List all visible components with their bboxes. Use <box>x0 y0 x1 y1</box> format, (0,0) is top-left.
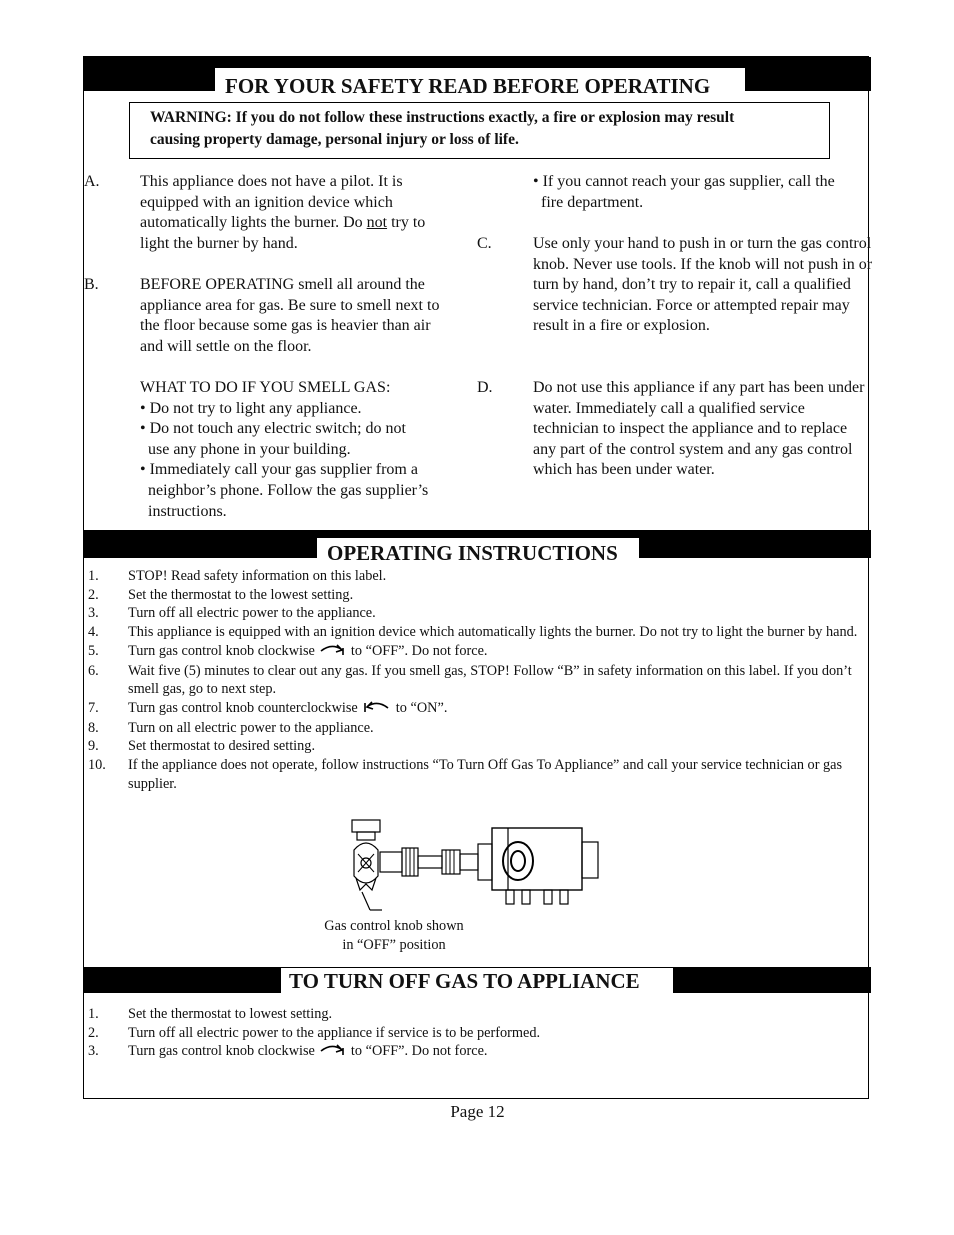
operating-title: OPERATING INSTRUCTIONS <box>317 538 639 566</box>
list-item: 1. STOP! Read safety information on this label. <box>88 568 387 584</box>
warning-line-2: causing property damage, personal injury or loss of life. <box>150 131 519 148</box>
clockwise-arrow-icon <box>319 642 345 662</box>
figure-caption-line-1: Gas control knob shown <box>324 918 464 934</box>
list-item: 10. If the appliance does not operate, follow instructions “To Turn Off Gas To Appliance” and call your service technician or gas supplier. <box>88 757 843 792</box>
warning-line-1: WARNING: If you do not follow these instructions exactly, a fire or explosion may result <box>150 109 735 126</box>
list-item: 1. Set the thermostat to lowest setting. <box>88 1006 333 1022</box>
figure-caption <box>300 917 488 955</box>
list-item: 2. Set the thermostat to the lowest setting. <box>88 586 354 603</box>
smell-bullet-3: • Immediately call your gas supplier from a neighbor’s phone. Follow the gas supplier’s instructions. <box>140 461 429 520</box>
list-item: 6. Wait five (5) minutes to clear out any gas. If you smell gas, STOP! Follow “B” in safety information on this label. If you don’t smell gas, go to next step. <box>88 662 852 698</box>
item-a-underlined: not <box>366 214 388 232</box>
turn-off-title: TO TURN OFF GAS TO APPLIANCE <box>281 968 673 994</box>
item-d-label: D. <box>477 379 493 396</box>
list-item: 9. Set thermostat to desired setting. <box>88 738 316 755</box>
right-bullet: • If you cannot reach your gas supplier, call the fire department. <box>533 173 835 211</box>
item-a-label: A. <box>84 173 100 190</box>
item-b-label: B. <box>84 276 99 293</box>
list-item: 7. Turn gas control knob counterclockwise to “ON”. <box>88 699 868 719</box>
item-c-text: Use only your hand to push in or turn the gas control knob. Never use tools. If the knob will not push in or turn by hand, don’t try to repair it, call a qualified service technician. Force or attempted repair may result in a fire or explosion. <box>533 235 873 335</box>
list-item: 3. Turn off all electric power to the appliance. <box>88 605 376 622</box>
safety-title: FOR YOUR SAFETY READ BEFORE OPERATING <box>215 68 745 101</box>
list-item: 4. This appliance is equipped with an ignition device which automatically lights the burner. Do not try to light the burner by hand. <box>88 624 858 641</box>
clockwise-arrow-icon <box>319 1042 345 1062</box>
page-number: Page 12 <box>450 1102 505 1121</box>
item-a-text: This appliance does not have a pilot. It is equipped with an ignition device which automatically lights the burner. Do not try to light the burner by hand. <box>140 173 426 252</box>
smell-bullet-2: • Do not touch any electric switch; do not use any phone in your building. <box>140 420 406 458</box>
warning-box <box>129 102 830 159</box>
operating-steps <box>88 567 868 793</box>
smell-gas-section <box>140 378 460 522</box>
list-item: 3. Turn gas control knob clockwise to “OFF”. Do not force. <box>88 1042 868 1062</box>
list-item: 5. Turn gas control knob clockwise to “OFF”. Do not force. <box>88 642 868 662</box>
smell-gas-heading: WHAT TO DO IF YOU SMELL GAS: <box>140 379 391 396</box>
gas-valve-diagram <box>348 818 603 918</box>
list-item: 8. Turn on all electric power to the appliance. <box>88 719 374 736</box>
smell-bullet-1: • Do not try to light any appliance. <box>140 399 362 417</box>
figure-caption-line-2: in “OFF” position <box>342 937 446 953</box>
turn-off-steps <box>88 1005 868 1062</box>
item-c-label: C. <box>477 235 492 252</box>
counterclockwise-arrow-icon <box>362 699 390 719</box>
list-item: 2. Turn off all electric power to the appliance if service is to be performed. <box>88 1024 541 1041</box>
item-d-text: Do not use this appliance if any part has been under water. Immediately call a qualified service technician to inspect the appliance and to replace any part of the control system and any gas control which has been under water. <box>533 379 865 479</box>
item-b-text: BEFORE OPERATING smell all around the appliance area for gas. Be sure to smell next to the floor because some gas is heavier than air and will settle on the floor. <box>140 276 440 355</box>
